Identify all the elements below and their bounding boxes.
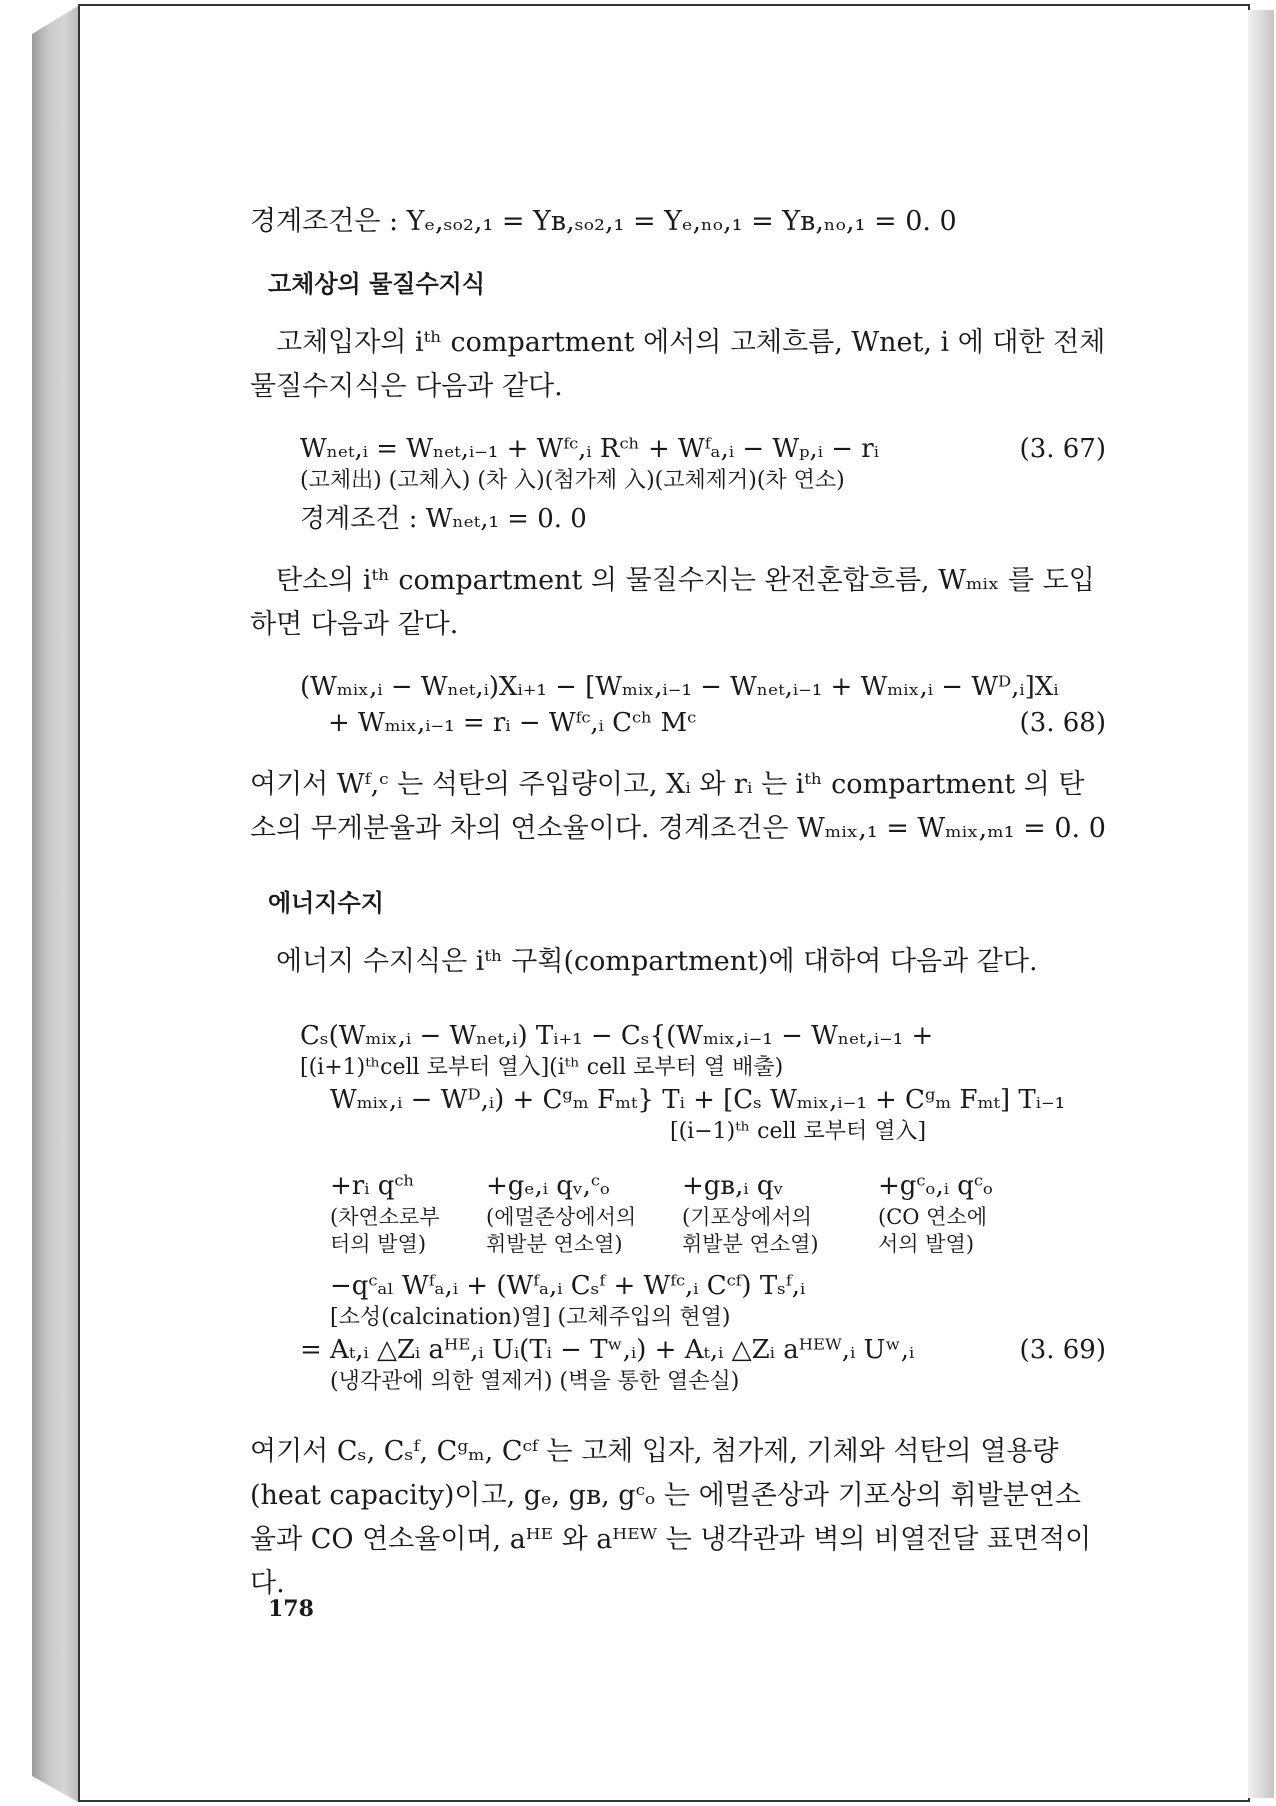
equation-3-68-number: (3. 68) <box>1019 708 1106 738</box>
equation-3-69-rhs: = Aₜ,ᵢ △Zᵢ aᴴᴱ,ᵢ Uᵢ(Tᵢ − Tʷ,ᵢ) + Aₜ,ᵢ △Zᵢ aᴴᴱᵂ,ᵢ Uʷ,ᵢ <box>300 1335 915 1365</box>
book-page-edge <box>1248 10 1274 1798</box>
equation-3-69-line4: [(i−1)ᵗʰ cell 로부터 열入] <box>670 1119 927 1144</box>
heat-term-note: (차연소로부 <box>330 1205 440 1229</box>
heat-term-note: 서의 발열) <box>878 1232 975 1256</box>
equation-3-67-annotation: (고체出) (고체入) (차 入)(첨가제 入)(고체제거)(차 연소) <box>300 468 845 493</box>
paragraph-solid-balance: 고체입자의 iᵗʰ compartment 에서의 고체흐름, Wnet, i 에 대한 전체 물질수지식은 다음과 같다. <box>250 327 1106 402</box>
equation-3-67 <box>300 431 1106 467</box>
paragraph-where-2: 여기서 Cₛ, Cₛᶠ, Cᵍₘ, Cᶜᶠ 는 고체 입자, 첨가제, 기체와 석탄의 열용량(heat capacity)이고, gₑ, gʙ, gᶜₒ 는 에멀존상과 기포상의 휘발분연소율과 CO 연소율이며, aᴴᴱ 와 aᴴᴱᵂ 는 냉각관과 벽의 비열전달 표면적이다. <box>250 1436 1092 1599</box>
equation-3-69-number: (3. 69) <box>1019 1335 1106 1365</box>
heading-energy-balance: 에너지수지 <box>268 889 384 917</box>
heat-term-emulsion: +gₑ,ᵢ qᵥ,ᶜₒ <box>486 1171 610 1201</box>
equation-3-69-line8 <box>300 1332 1106 1368</box>
boundary-condition-line: 경계조건은 : Yₑ,ₛₒ₂,₁ = Yʙ,ₛₒ₂,₁ = Yₑ,ₙₒ,₁ = Yʙ,ₙₒ,₁ = 0. 0 <box>250 206 957 237</box>
book-spine <box>32 6 78 1802</box>
heat-term-note: 휘발분 연소열) <box>682 1232 819 1256</box>
heat-term-note: (CO 연소에 <box>878 1205 988 1229</box>
paragraph-energy-balance: 에너지 수지식은 iᵗʰ 구획(compartment)에 대하여 다음과 같다. <box>276 946 1038 977</box>
page-content <box>250 200 1106 1606</box>
equation-3-69-line2: [(i+1)ᵗʰcell 로부터 열入](iᵗʰ cell 로부터 열 배출) <box>300 1055 784 1080</box>
heading-solid-balance: 고체상의 물질수지식 <box>268 270 486 298</box>
heat-term-note: 터의 발열) <box>330 1232 427 1256</box>
heat-term-note: (기포상에서의 <box>682 1205 812 1229</box>
equation-3-67-boundary: 경계조건 : Wₙₑₜ,₁ = 0. 0 <box>300 504 587 534</box>
paragraph-carbon-balance: 탄소의 iᵗʰ compartment 의 물질수지는 완전혼합흐름, Wₘᵢₓ 를 도입하면 다음과 같다. <box>250 565 1095 640</box>
equation-3-69-line3: Wₘᵢₓ,ᵢ − Wᴰ,ᵢ) + Cᵍₘ Fₘₜ} Tᵢ + [Cₛ Wₘᵢₓ,ᵢ₋₁ + Cᵍₘ Fₘₜ] Tᵢ₋₁ <box>330 1085 1066 1115</box>
heat-term-note: (에멀존상에서의 <box>486 1205 637 1229</box>
equation-3-68-body: + Wₘᵢₓ,ᵢ₋₁ = rᵢ − Wᶠᶜ,ᵢ Cᶜʰ Mᶜ <box>328 708 697 738</box>
equation-3-69-heat-terms <box>330 1168 1106 1258</box>
equation-3-68-line2 <box>328 705 1106 741</box>
equation-3-67-number: (3. 67) <box>1019 434 1106 464</box>
paragraph-where-1: 여기서 Wᶠ,ᶜ 는 석탄의 주입량이고, Xᵢ 와 rᵢ 는 iᵗʰ compartment 의 탄소의 무게분율과 차의 연소율이다. 경계조건은 Wₘᵢₓ,₁ = Wₘᵢₓ,ₘ₁ = 0. 0 <box>250 769 1106 844</box>
equation-3-69-line9: (냉각관에 의한 열제거) (벽을 통한 열손실) <box>330 1369 740 1394</box>
equation-3-68-line1: (Wₘᵢₓ,ᵢ − Wₙₑₜ,ᵢ)Xᵢ₊₁ − [Wₘᵢₓ,ᵢ₋₁ − Wₙₑₜ,ᵢ₋₁ + Wₘᵢₓ,ᵢ − Wᴰ,ᵢ]Xᵢ <box>300 672 1059 702</box>
heat-term-char: +rᵢ qᶜʰ <box>330 1171 415 1201</box>
heat-term-bubble: +gʙ,ᵢ qᵥ <box>682 1171 784 1201</box>
heat-term-co: +gᶜₒ,ᵢ qᶜₒ <box>878 1171 993 1201</box>
page-number: 178 <box>268 1596 314 1622</box>
equation-3-67-body: Wₙₑₜ,ᵢ = Wₙₑₜ,ᵢ₋₁ + Wᶠᶜ,ᵢ Rᶜʰ + Wᶠₐ,ᵢ − Wₚ,ᵢ − rᵢ <box>300 434 879 464</box>
equation-3-69-line7: [소성(calcination)열] (고체주입의 현열) <box>330 1305 731 1330</box>
heat-term-note: 휘발분 연소열) <box>486 1232 623 1256</box>
equation-3-69-line1: Cₛ(Wₘᵢₓ,ᵢ − Wₙₑₜ,ᵢ) Tᵢ₊₁ − Cₛ{(Wₘᵢₓ,ᵢ₋₁ − Wₙₑₜ,ᵢ₋₁ + <box>300 1021 934 1051</box>
equation-3-69-line6: −qᶜₐₗ Wᶠₐ,ᵢ + (Wᶠₐ,ᵢ Cₛᶠ + Wᶠᶜ,ᵢ Cᶜᶠ) Tₛᶠ,ᵢ <box>330 1271 806 1301</box>
